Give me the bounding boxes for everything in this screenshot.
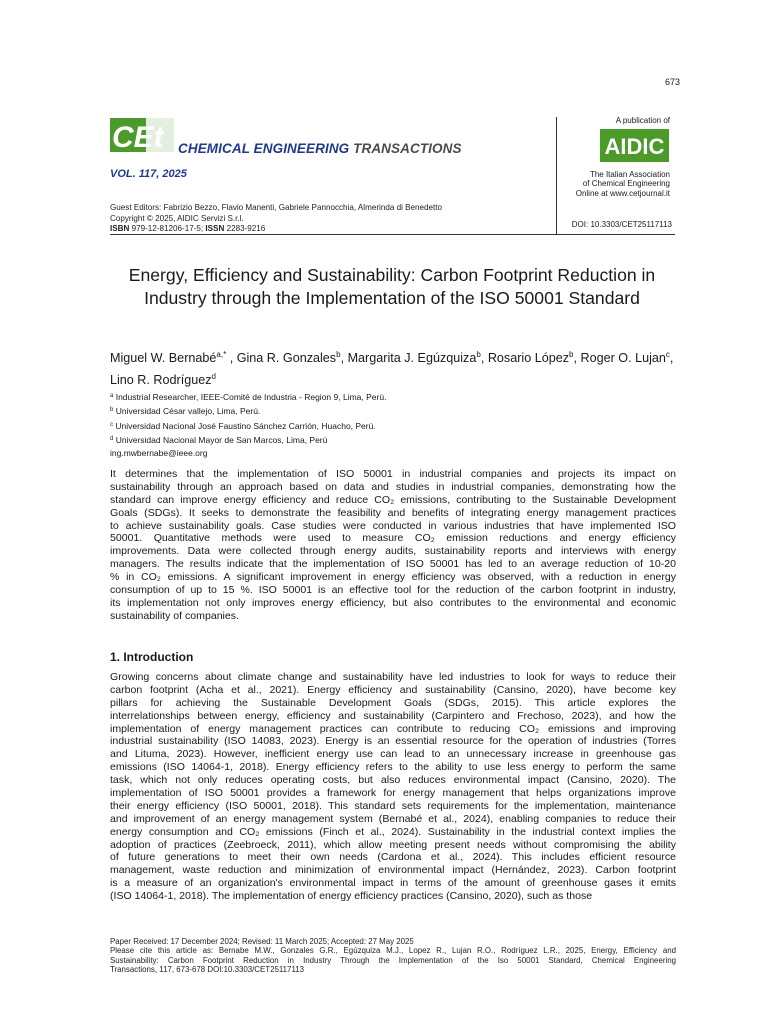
- affiliation-item: [110, 433, 386, 447]
- author-name: Lino R. Rodríguez: [110, 372, 212, 387]
- abstract-line: its implementation not only improves energy efficiency, but also contributes to the environmental and economic: [110, 596, 676, 609]
- doi[interactable]: DOI: 10.3303/CET25117113: [571, 220, 672, 229]
- author-affiliation-marker: d: [211, 371, 216, 381]
- publisher-website[interactable]: Online at www.cetjournal.it: [575, 188, 670, 198]
- abstract-line: Goals (SDGs). It seeks to demonstrate the feasibility and benefits of integrating energy management practices: [110, 506, 676, 519]
- abstract-line: It determines that the implementation of ISO 50001 in industrial companies and projects its impact on: [110, 468, 676, 480]
- editors-block: [110, 203, 442, 235]
- affiliation-text: Universidad Nacional Mayor de San Marcos, Lima, Perú: [115, 434, 328, 445]
- author-name: Miguel W. Bernabé: [110, 351, 217, 366]
- introduction-text: [110, 671, 676, 903]
- citation-line: Transactions, 117, 673-678 DOI:10.3303/CET25117113: [110, 965, 305, 975]
- introduction-line: emissions (ISO 14064-1, 2018). Energy efficiency refers to the ability to use less energy to perform the same: [110, 761, 676, 774]
- introduction-line: (ISO 14064-1, 2018). The implementation of energy efficiency practices (Cansino, 2020), such as those: [110, 890, 593, 903]
- affiliation-marker: c: [110, 421, 113, 428]
- publisher-line2: of Chemical Engineering: [582, 179, 670, 189]
- introduction-line: industrial sustainability (ISO 14083, 2023). Energy is an essential resource for the operation of industries (Torres: [110, 735, 676, 748]
- affiliation-marker: b: [110, 407, 114, 414]
- author-list: Miguel W. Bernabé$^{a,*}$ , Gina R. Gonzales$^b$, Margarita J. Egúzquiza$^b$, Rosario López$^b$, Roger O. Lujan$^c$, Lino R. Rodríguez$^d$: [110, 350, 674, 387]
- author-affiliation-marker: b: [476, 350, 481, 359]
- editors-names: Fabrizio Bezzo, Flavio Manenti, Gabriele Pannocchia, Almerinda di Benedetto: [163, 203, 443, 212]
- abstract-line: managers. The results indicate that the implementation of ISO 50001 has led to an average reduction of 10-20: [110, 558, 676, 571]
- citation-line: Please cite this article as: Bernabe M.W., Gonzales G.R., Egúzquiza M.J., Lopez R., Lujan R.O., Rodríguez L.R., 2025, Energy, Efficiency and: [110, 946, 676, 956]
- introduction-line: management, waste reduction and minimization of environmental impact (Hernández, 2023). Carbon footprint: [110, 864, 676, 877]
- introduction-line: and Lituma, 2023). However, inefficient energy use can lead to an unnecessary increase in greenhouse gas: [110, 748, 676, 761]
- journal-volume: VOL. 117, 2025: [110, 168, 187, 180]
- author-affiliation-marker: c: [665, 350, 670, 359]
- citation-line: Sustainability: Carbon Footprint Reduction in Industry Through the Implementation of the Iso 50001 Standard, Chemical Engineering: [110, 955, 676, 965]
- introduction-line: implementation of energy management practices can contribute to reducing CO₂ emissions and improving: [110, 722, 676, 735]
- paper-title: Energy, Efficiency and Sustainability: Carbon Footprint Reduction in Industry through the Implementation of the ISO 50001 Standard: [128, 265, 656, 308]
- received-dates: Paper Received: 17 December 2024; Revised: 11 March 2025; Accepted: 27 May 2025: [110, 937, 414, 946]
- introduction-line: of future generations to meet their own needs (Cardona et al., 2024). This includes efficient resource: [110, 851, 676, 864]
- author-name: Roger O. Lujan: [580, 351, 666, 366]
- affiliation-marker: a: [110, 393, 114, 399]
- section-heading-introduction: 1. Introduction: [110, 650, 194, 664]
- affiliation-marker: d: [110, 435, 114, 442]
- author-name: Margarita J. Egúzquiza: [347, 351, 477, 366]
- author-name: Rosario López: [487, 351, 570, 366]
- cet-journal-logo: [110, 118, 174, 152]
- introduction-line: energy consumption and CO₂ emissions (Finch et al., 2024). Sustainability in the industrial context implies the: [110, 825, 676, 838]
- issn-label: ISSN: [205, 224, 225, 233]
- introduction-line: interrelationships between energy, efficiency and sustainability (Carpintero and Frechoso, 2023), and how the: [110, 709, 676, 722]
- abstract-line: sustainability of companies.: [110, 609, 239, 622]
- issn-value: 2283-9216: [226, 224, 266, 233]
- journal-name-primary: CHEMICAL ENGINEERING: [178, 141, 350, 156]
- cet-logo-text: CEt: [112, 121, 164, 152]
- affiliation-item: [110, 404, 386, 418]
- affiliation-text: Universidad Nacional José Faustino Sánchez Carrión, Huacho, Perú.: [115, 420, 376, 431]
- header-divider-horizontal: [110, 234, 675, 235]
- introduction-line: their energy efficiency (ISO 50001, 2018). This standard sets requirements for the implementation, maintenance: [110, 799, 676, 812]
- introduction-line: Growing concerns about climate change and sustainability have led industries to look for ways to reduce their: [110, 671, 676, 683]
- aidic-logo: [600, 129, 669, 162]
- introduction-line: pillars for achieving the Sustainable Development Goals (SDGs, 2015). This article explores the: [110, 696, 676, 709]
- affiliation-item: [110, 419, 386, 433]
- author-name: Gina R. Gonzales: [236, 351, 337, 366]
- affiliation-item[interactable]: [110, 447, 386, 460]
- affiliations: [110, 390, 386, 460]
- journal-name: [178, 141, 462, 156]
- abstract-line: improvements. Data were collected through energy audits, sustainability reports and interviews with energy: [110, 545, 676, 558]
- introduction-line: carbon footprint (Acha et al., 2021). Energy efficiency and sustainability (Cansino, 2020), have become key: [110, 683, 676, 696]
- introduction-line: adoption of practices (Zeebroeck, 2011), which allow meeting present needs without compromising the ability: [110, 838, 676, 851]
- publisher-info: [576, 170, 670, 198]
- abstract-line: % in CO₂ emissions. A significant improvement in energy efficiency was observed, with a reduction in energy: [110, 571, 676, 584]
- journal-name-secondary: TRANSACTIONS: [353, 141, 462, 156]
- copyright: Copyright © 2025, AIDIC Servizi S.r.l.: [110, 213, 244, 223]
- abstract-line: 50001. Quantitative methods were used to measure CO₂ emission reductions and energy efficiency: [110, 532, 676, 545]
- affiliation-text: Universidad César vallejo, Lima, Perú.: [115, 406, 261, 417]
- isbn-label: ISBN: [110, 224, 130, 233]
- affiliation-text: Industrial Researcher, IEEE-Comité de Industria - Region 9, Lima, Perú.: [115, 392, 387, 402]
- page-number: 673: [664, 77, 680, 87]
- abstract-line: consumption of up to 15 %. ISO 50001 is an effective tool for the reduction of the carbon footprint in industry,: [110, 584, 676, 597]
- introduction-line: is a measure of an organization's environmental impact in terms of the amount of greenhouse gases it emits: [110, 877, 676, 890]
- header-divider-vertical: [556, 117, 557, 234]
- contact-email[interactable]: ing.mwbernabe@ieee.org: [110, 448, 208, 459]
- publication-label: A publication of: [615, 116, 670, 125]
- author-affiliation-marker: a,*: [216, 350, 227, 359]
- editors-label: Guest Editors:: [110, 203, 162, 212]
- abstract-line: standard can improve energy efficiency and reduce CO₂ emissions, contributing to the Sustainable Development: [110, 493, 676, 506]
- publisher-line1: The Italian Association: [589, 170, 670, 179]
- citation-footer: [110, 937, 676, 975]
- author-affiliation-marker: b: [569, 350, 574, 359]
- abstract: [110, 468, 676, 623]
- abstract-line: sustainability through an approach based on data and studies in industrial companies, demonstrating how the: [110, 480, 676, 493]
- abstract-line: to achieve sustainability goals. Case studies were conducted in various industries that have implemented ISO: [110, 519, 676, 532]
- author-affiliation-marker: b: [336, 350, 341, 359]
- introduction-line: implementation of ISO 50001 provides a framework for energy management that helps organizations improve: [110, 787, 676, 800]
- affiliation-item: [110, 390, 386, 404]
- isbn-value: 979-12-81206-17-5;: [131, 224, 204, 233]
- aidic-logo-text: AIDIC: [604, 134, 665, 159]
- introduction-line: task, which not only reduces operating costs, but also reduces environmental impact (Cansino, 2020). The: [110, 774, 676, 787]
- introduction-line: and improvement of an energy management system (Bernabé et al., 2024), enabling companies to reduce their: [110, 812, 676, 825]
